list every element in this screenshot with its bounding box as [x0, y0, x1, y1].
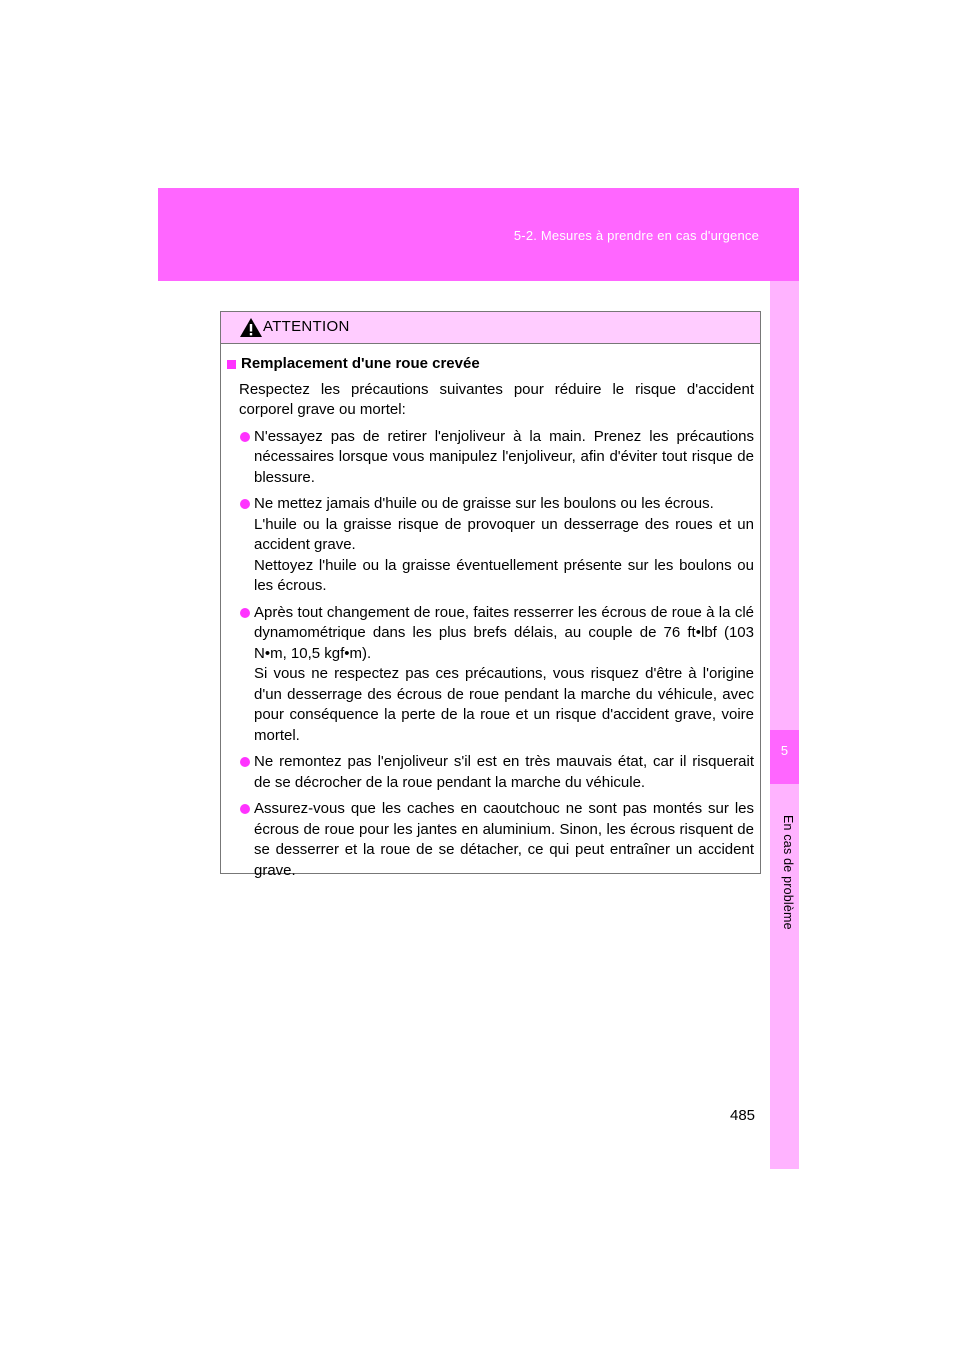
section-header-title: 5-2. Mesures à prendre en cas d'urgence: [513, 228, 759, 243]
list-item: [227, 799, 754, 881]
intro-text: Respectez les précautions suivantes pour réduire le risque d'accident corporel grave ou mortel:: [239, 380, 754, 418]
bullet-text: Ne remontez pas l'enjoliveur s'il est en très mauvais état, car il risquerait de se décrocher de la roue pendant la marche du véhicule.: [254, 753, 754, 791]
square-bullet-icon: [227, 360, 236, 369]
bullet-dot-icon: [240, 432, 250, 442]
bullet-dot-icon: [240, 608, 250, 618]
chapter-number: 5: [780, 743, 789, 758]
list-item: [227, 494, 754, 597]
section-header-band: [158, 188, 799, 281]
section-title: [227, 354, 754, 375]
warning-body: [221, 344, 760, 881]
chapter-side-tab: [770, 281, 799, 1169]
bullet-text: Si vous ne respectez pas ces précautions, vous risquez d'être à l'origine d'un desserrage des écrous de roue pendant la marche du véhicule, avec pour conséquence la perte de la roue et un risque d'accident grave, voire mortel.: [254, 665, 754, 744]
warning-title: ATTENTION: [263, 318, 350, 335]
bullet-dot-icon: [240, 499, 250, 509]
warning-triangle-icon: [239, 317, 263, 338]
list-item: [227, 752, 754, 793]
list-item: [227, 603, 754, 747]
chapter-label: En cas de problème: [781, 815, 795, 930]
bullet-text: N'essayez pas de retirer l'enjoliveur à la main. Prenez les précautions nécessaires lorsque vous manipulez l'enjoliveur, afin d'éviter tout risque de blessure.: [254, 427, 754, 486]
bullet-text: Ne mettez jamais d'huile ou de graisse sur les boulons ou les écrous.: [254, 495, 714, 512]
section-title-text: Remplacement d'une roue crevée: [241, 355, 480, 372]
list-item: [227, 427, 754, 489]
page-number: 485: [730, 1107, 756, 1124]
bullet-text: Après tout changement de roue, faites resserrer les écrous de roue à la clé dynamométrique dans les plus brefs délais, au couple de 76 ft•lbf (103 N•m, 10,5 kgf•m).: [254, 603, 754, 662]
bullet-text: L'huile ou la graisse risque de provoquer un desserrage des roues et un accident grave.: [254, 515, 754, 553]
bullet-text: Assurez-vous que les caches en caoutchouc ne sont pas montés sur les écrous de roue pour les jantes en aluminium. Sinon, les écrous risquent de se desserrer et la roue de se détacher, ce qui peut entraîner un accident grave.: [254, 800, 754, 879]
warning-box: [220, 311, 761, 879]
bullet-text: Nettoyez l'huile ou la graisse éventuellement présente sur les boulons ou les écrous.: [254, 556, 754, 594]
bullet-dot-icon: [240, 757, 250, 767]
bullet-dot-icon: [240, 804, 250, 814]
warning-header: [221, 312, 760, 344]
